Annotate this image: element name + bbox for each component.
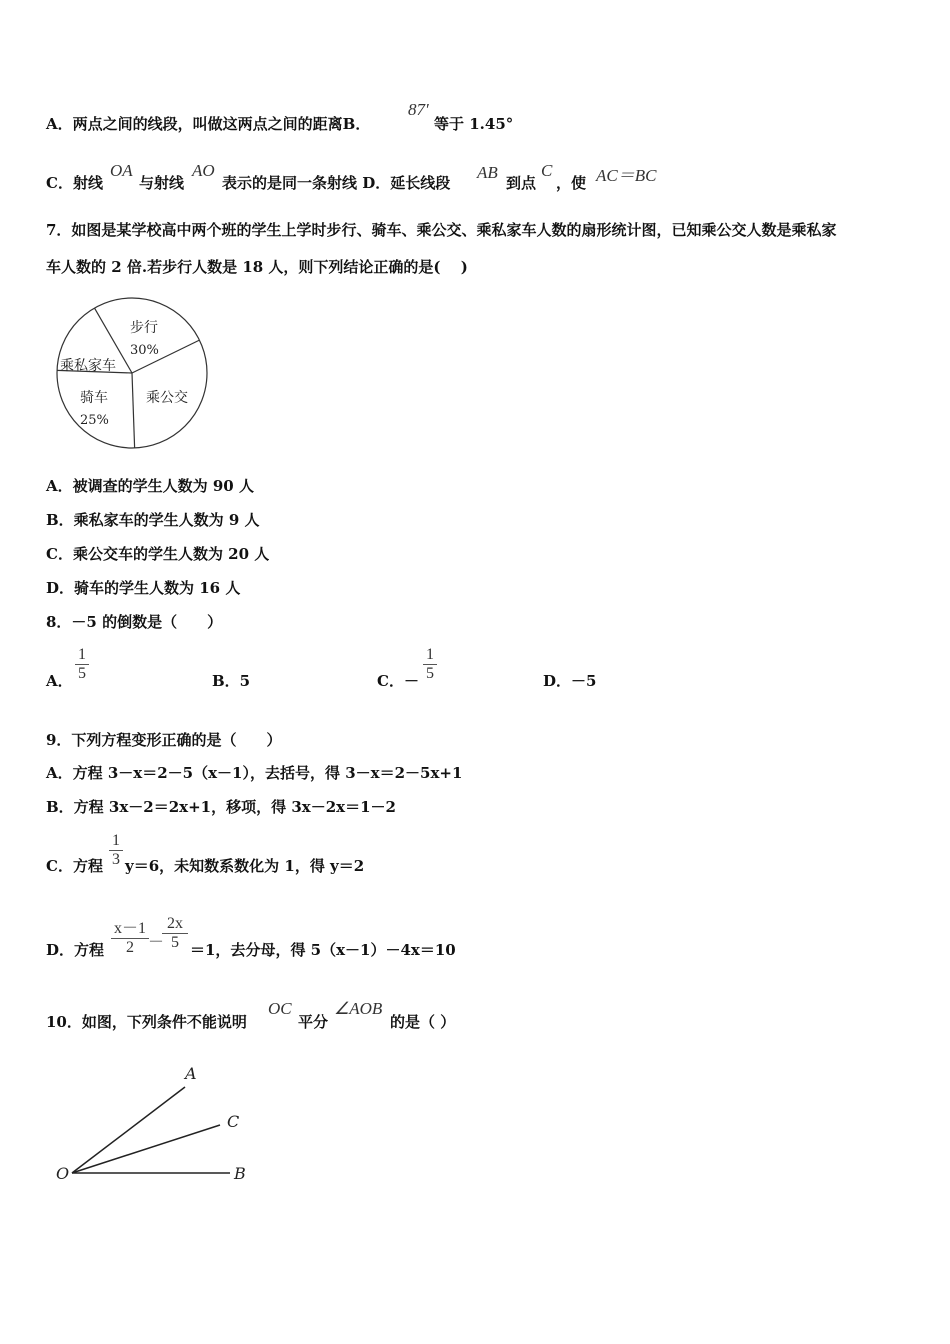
q9-option-d-tail: ＝1，去分母，得 5（x－1）－4x＝10 [190, 941, 456, 959]
q8-c-den: 5 [426, 665, 434, 682]
slice-value-walk: 30% [130, 343, 159, 358]
q8-option-c: C．－ [377, 672, 419, 690]
slice-label-walk: 步行 [130, 320, 158, 336]
label-a: A [185, 1064, 197, 1083]
q8-option-b: B．5 [212, 672, 251, 690]
slice-label-bus: 乘公交 [146, 390, 188, 406]
q9-option-b: B．方程 3x－2＝2x+1，移项，得 3x－2x＝1－2 [46, 798, 396, 816]
q7-option-b: B．乘私家车的学生人数为 9 人 [46, 511, 260, 529]
q9-option-c-pre: C．方程 [46, 857, 103, 875]
q8-option-a: A． [46, 672, 73, 690]
q6-option-b-tail: 等于 1.45° [434, 115, 514, 133]
q10-aob: ∠AOB [334, 999, 383, 1018]
q6-angle: 87′ [408, 100, 429, 119]
q7-option-c: C．乘公交车的学生人数为 20 人 [46, 545, 270, 563]
q6-option-a: A．两点之间的线段，叫做这两点之间的距离B． [46, 115, 371, 133]
q7-stem-line1: 7．如图是某学校高中两个班的学生上学时步行、骑车、乘公交、乘私家车人数的扇形统计图，已知乘公交人数是乘私家 [46, 221, 837, 239]
q9-d-f1-den: 2 [126, 939, 134, 956]
q6-to: 到点 [506, 174, 537, 192]
ray-oa [72, 1087, 185, 1173]
angle-figure [50, 1060, 260, 1190]
q8-c-num: 1 [426, 646, 434, 663]
q7-option-d: D．骑车的学生人数为 16 人 [46, 579, 241, 597]
q6-make: ，使 [556, 174, 587, 192]
q8-a-num: 1 [78, 646, 86, 663]
q10-stem-mid: 平分 [298, 1013, 329, 1031]
q6-c: C [541, 161, 553, 180]
q8-stem: 8．－5 的倒数是（ ） [46, 613, 223, 631]
q9-stem: 9．下列方程变形正确的是（ ） [46, 731, 282, 749]
q9-d-fraction-1 [111, 915, 149, 957]
q9-d-minus: － [148, 934, 165, 951]
q6-eq: AC＝BC [596, 166, 657, 185]
q9-option-d-pre: D．方程 [46, 941, 105, 959]
q6-with: 与射线 [139, 174, 185, 192]
q10-stem-pre: 10．如图，下列条件不能说明 [46, 1013, 247, 1031]
q9-c-fraction [109, 832, 123, 869]
pie-divider-bus-bike [132, 373, 135, 448]
label-c: C [227, 1112, 240, 1131]
pie-chart [50, 296, 215, 456]
q9-option-c-tail: y＝6，未知数系数化为 1，得 y＝2 [125, 857, 365, 875]
label-b: B [234, 1164, 246, 1183]
q8-a-den: 5 [78, 665, 86, 682]
slice-label-car: 乘私家车 [60, 358, 116, 374]
q6-option-c-pre: C．射线 [46, 174, 103, 192]
slice-label-bike: 骑车 [80, 390, 108, 406]
q6-ab: AB [477, 163, 498, 182]
q9-d-f1-num: x－1 [113, 920, 146, 937]
q9-d-f2-num: 2x [167, 915, 183, 932]
q9-d-f2-den: 5 [171, 934, 179, 951]
q7-stem-line2: 车人数的 2 倍.若步行人数是 18 人，则下列结论正确的是( ) [46, 258, 468, 276]
q6-option-c-mid: 表示的是同一条射线 D．延长线段 [222, 174, 451, 192]
slice-value-bike: 25% [80, 413, 109, 428]
q8-a-fraction [75, 646, 89, 683]
q9-c-num: 1 [112, 832, 120, 849]
q8-option-d: D．－5 [543, 672, 597, 690]
q8-c-fraction [423, 646, 437, 683]
q7-option-a: A．被调查的学生人数为 90 人 [46, 477, 254, 495]
q9-option-a: A．方程 3－x＝2－5（x－1），去括号，得 3－x＝2－5x+1 [46, 764, 463, 782]
q10-oc: OC [268, 999, 292, 1018]
q6-ao: AO [192, 161, 215, 180]
q10-stem-tail: 的是（ ） [390, 1013, 456, 1031]
label-o: O [56, 1164, 70, 1183]
ray-oc [72, 1125, 220, 1173]
q9-c-den: 3 [112, 851, 120, 868]
q6-oa: OA [110, 161, 133, 180]
q9-d-fraction-2 [162, 915, 188, 952]
